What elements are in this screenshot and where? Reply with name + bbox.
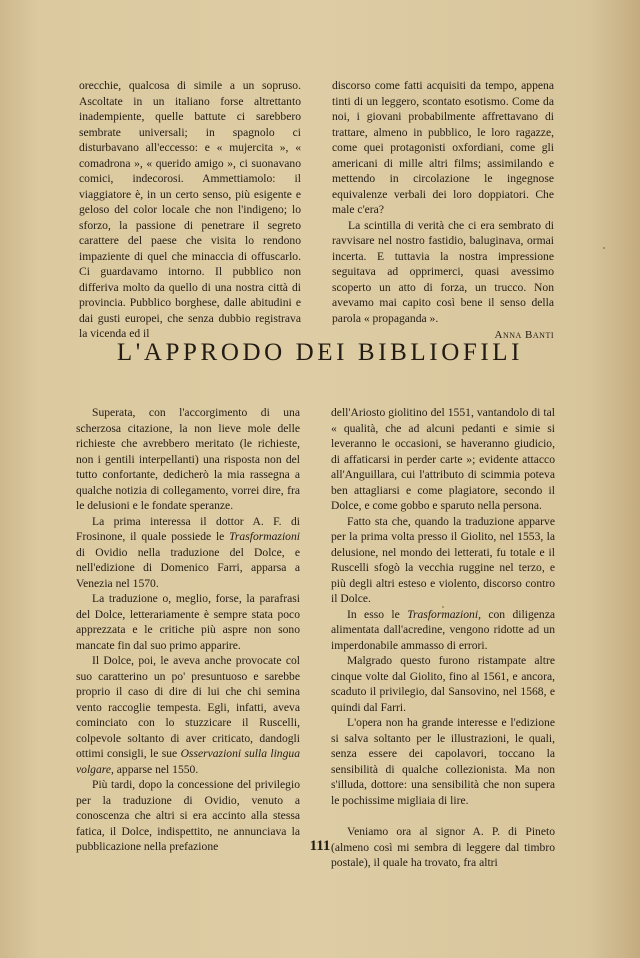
- paper-speck: [603, 247, 605, 249]
- section-title: L'APPRODO DEI BIBLIOFILI: [116, 339, 524, 366]
- bibliophiles-right-column: [331, 405, 555, 871]
- article-continuation-right-column: [332, 78, 554, 344]
- paper-speck: [442, 606, 444, 608]
- page-number: 111: [309, 838, 331, 854]
- paragraph: L'opera non ha grande interesse e l'edizione si salva soltanto per le illustrazioni, le quali, senza essere dei capolavori, toccano la sensibilità di qualche collezionista. Ma non s'illuda, dottore: una sensibilità che non supera le pochissime migliaia di lire.: [331, 716, 555, 807]
- paragraph: orecchie, qualcosa di simile a un sopruso. Ascoltate in un italiano forse altrettanto inadempiente, quelle battute ci sarebbero sembrate universali; in spagnolo ci disturbavano all'eccesso: e « mujercita », « comadrona », « querido amigo », ci suonavano comici, indecorosi. Ammettiamolo: il viaggiatore è, in un certo senso, più esigente e geloso del color locale che non l'indigeno; lo sforzo, la passione di penetrare il segreto carattere del paese che visita lo rendono impaziente di quel che minaccia di offuscarlo. Ci guardavamo intorno. Il pubblico non differiva molto da quello di una nostra città di provincia. Pubblico borghese, dalle abitudini e dai gusti europei, che senza dubbio registrava la vicenda ed il: [79, 79, 301, 340]
- paragraph: Più tardi, dopo la concessione del privilegio per la traduzione di Ovidio, venuto a conoscenza che altri si era accinto alla stessa fatica, il Dolce, indispettito, ne annunciava la pubblicazione nella prefazione: [76, 778, 300, 853]
- paragraph: Malgrado questo furono ristampate altre cinque volte dal Giolito, fino al 1561, e ancora, scaduto il privilegio, dal Sansovino, nel 1568, e quindi dal Farri.: [331, 654, 555, 714]
- paragraph: dell'Ariosto giolitino del 1551, vantandolo di tal « qualità, che ad alcuni pedanti e simie si leveranno le occasioni, se haveranno giudicio, di affaticarsi in perder carte »; evidente attacco all'Anguillara, cui l'attributo di scimmia poteva ben attagliarsi e come plagiatore, secondo il Dolce, e come gobbo e sparuto nella persona.: [331, 406, 555, 512]
- paragraph: Il Dolce, poi, le aveva anche provocate col suo caratterino un po' presuntuoso e sarebbe proprio il caso di dire di lui che chi semina vento raccoglie tempesta. Egli, infatti, aveva cominciato con lo stuzzicare il Ruscelli, colpevole soltanto di aver criticato, dandogli ottimi consigli, le sue Osservazioni sulla lingua volgare, apparse nel 1550.: [76, 654, 300, 776]
- bibliophiles-left-column: [76, 405, 300, 855]
- paragraph: La traduzione o, meglio, forse, la parafrasi del Dolce, letterariamente è sempre stata poco apprezzata e le critiche più aspre non sono mancate fin dal suo primo apparire.: [76, 592, 300, 652]
- author-signature: Anna Banti: [494, 329, 554, 341]
- paragraph: Veniamo ora al signor A. P. di Pineto (almeno così mi sembra di leggere dal timbro postale), il quale ha trovato, fra altri: [331, 825, 555, 869]
- paragraph: discorso come fatti acquisiti da tempo, appena tinti di un leggero, scontato esotismo. Come da noi, i giovani probabilmente affrettavano di trattare, almeno in pubblico, le loro ragazze, come quei protagonisti oxfordiani, come gli americani di mille altri films; assimilando e mettendo in circolazione le ingegnose equivalenze verbali dei loro doppiatori. Che male c'era?: [332, 79, 554, 216]
- article-continuation-left-column: [79, 78, 301, 342]
- paragraph: La prima interessa il dottor A. F. di Frosinone, il quale possiede le Trasformazioni di Ovidio nella traduzione del Dolce, e nell'edizione di Domenico Farri, apparsa a Venezia nel 1570.: [76, 514, 300, 590]
- paragraph-gap: [331, 808, 555, 824]
- paragraph: In esso le Trasformazioni, con diligenza alimentata dall'acredine, vengono ridotte ad un imperdonabile ammasso di errori.: [331, 607, 555, 652]
- paragraph: Superata, con l'accorgimento di una scherzosa citazione, la non lieve mole delle richieste che avrebbero meritato (le richieste, non i gentili interpellanti) una risposta non del tutto confortante, dedicherò la mia rassegna a qualche notizia di collegamento, vorrei dire, fra le delusioni e le fondate speranze.: [76, 406, 300, 512]
- paragraph: La scintilla di verità che ci era sembrato di ravvisare nel nostro fastidio, baluginava, ormai incerta. E tuttavia la nostra impressione seguitava ad opprimerci, quasi avessimo scoperto un atto di forza, un trucco. Non avevamo mai capito così bene il senso della parola « propaganda ».: [332, 218, 554, 325]
- paragraph: Fatto sta che, quando la traduzione apparve per la prima volta presso il Giolito, nel 1553, la delusione, nel mondo dei letterati, fu totale e il Ruscelli sfogò la vecchia ruggine nel terzo, e più degli altri esteso e violento, discorso contro il Dolce.: [331, 514, 555, 605]
